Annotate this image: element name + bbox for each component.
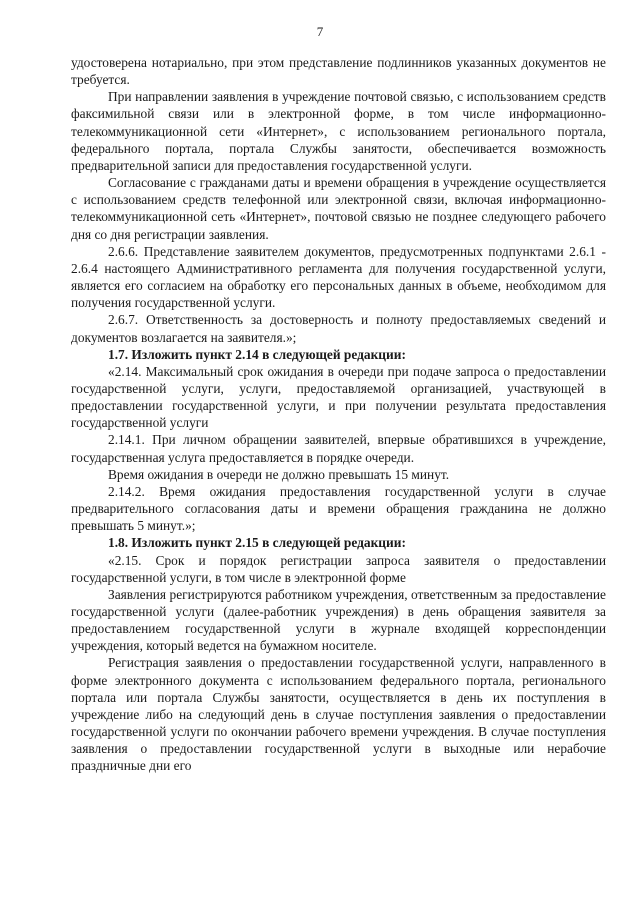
paragraph-2-14-1: 2.14.1. При личном обращении заявителей, впервые обратившихся в учреждение, государственная услуга предоставляется в порядке очереди.: [71, 432, 606, 465]
paragraph-continuation: удостоверена нотариально, при этом представление подлинников указанных документов не требуется.: [71, 55, 606, 88]
paragraph-2-14-2: 2.14.2. Время ожидания предоставления государственной услуги в случае предварительного согласования даты и времени обращения гражданина не должно превышать 5 минут.»;: [71, 483, 606, 534]
paragraph-date-agreement: Согласование с гражданами даты и времени обращения в учреждение осуществляется с использованием средств телефонной или электронной связи, включая информационно-телекоммуникационной сеть «Интернет», почтовой связью не позднее следующего рабочего дня со дня регистрации заявления.: [71, 175, 606, 242]
paragraph-electronic-registration: Регистрация заявления о предоставлении государственной услуги, направленного в форме электронного документа с использованием федерального портала, регионального портала или портала Службы занятости, осуществляется в день их поступления в учреждение либо на следующий день в случае поступления заявления о предоставлении государственной услуги по окончании рабочего времени учреждения. В случае поступления заявления о предоставлении государственной услуги в выходные или нерабочие праздничные дни его: [71, 655, 606, 774]
document-body: [71, 54, 606, 775]
heading-1-8: 1.8. Изложить пункт 2.15 в следующей редакции:: [108, 535, 406, 551]
paragraph-2-6-6: 2.6.6. Представление заявителем документов, предусмотренных подпунктами 2.6.1 - 2.6.4 настоящего Административного регламента для получения государственной услуги, является его согласием на обработку его персональных данных в объеме, необходимом для получения государственной услуги.: [71, 243, 606, 311]
paragraph-2-14: «2.14. Максимальный срок ожидания в очереди при подаче запроса о предоставлении государственной услуги, услуги, предоставляемой организацией, участвующей в предоставлении государственной услуги, и при получении результата предоставления государственной услуги: [71, 363, 606, 431]
paragraph-2-15: «2.15. Срок и порядок регистрации запроса заявителя о предоставлении государственной услуги, в том числе в электронной форме: [71, 552, 606, 585]
paragraph-wait-time: Время ожидания в очереди не должно превышать 15 минут.: [108, 466, 450, 482]
paragraph-registration: Заявления регистрируются работником учреждения, ответственным за предоставление государственной услуги (далее-работник учреждения) в день обращения заявителя за предоставлением государственной услуги в журнале входящей корреспонденции учреждения, который ведется на бумажном носителе.: [71, 586, 606, 654]
page-number: 7: [316, 24, 324, 39]
heading-1-7: 1.7. Изложить пункт 2.14 в следующей редакции:: [108, 346, 406, 362]
paragraph-postal-submission: При направлении заявления в учреждение почтовой связью, с использованием средств факсимильной связи или в электронной форме, в том числе информационно-телекоммуникационной сети «Интернет», с использованием регионального портала, федерального портала, портала Службы занятости, обеспечивается возможность предварительной записи для предоставления государственной услуги.: [71, 89, 606, 173]
paragraph-2-6-7: 2.6.7. Ответственность за достоверность и полноту предоставляемых сведений и документов возлагается на заявителя.»;: [71, 312, 606, 345]
